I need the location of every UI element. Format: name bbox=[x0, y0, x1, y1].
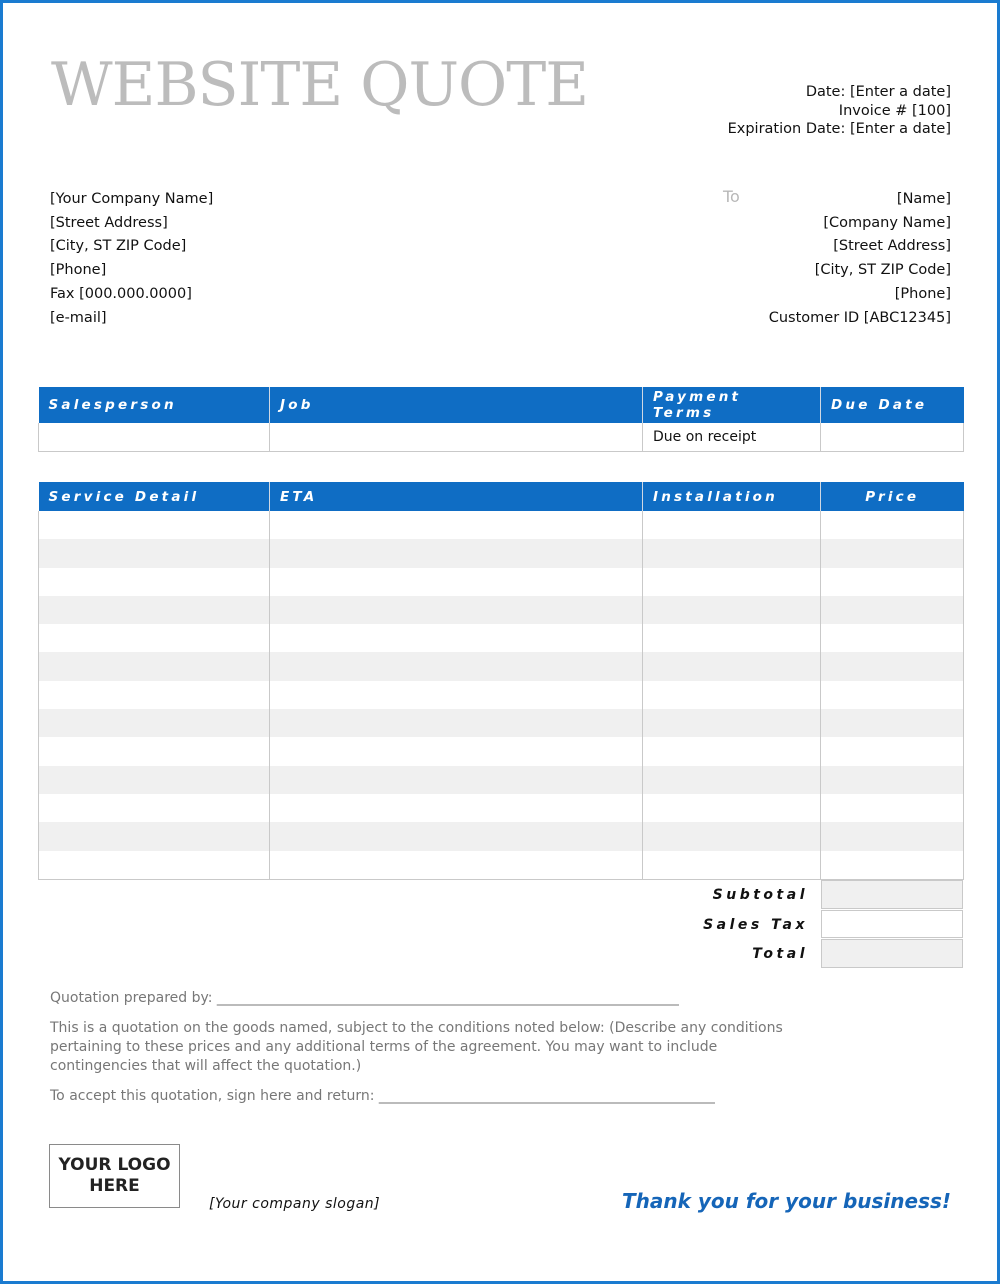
subtotal-value[interactable] bbox=[821, 880, 963, 909]
total-value[interactable] bbox=[821, 939, 963, 968]
company-slogan: [Your company slogan] bbox=[209, 1196, 381, 1212]
service-cell[interactable] bbox=[821, 737, 964, 765]
service-cell[interactable] bbox=[270, 851, 643, 880]
service-cell[interactable] bbox=[39, 766, 270, 794]
service-cell[interactable] bbox=[821, 511, 964, 539]
service-cell[interactable] bbox=[39, 737, 270, 765]
phone[interactable]: [Phone] bbox=[50, 262, 107, 279]
service-cell[interactable] bbox=[643, 851, 821, 880]
table-row bbox=[39, 511, 964, 539]
job-table bbox=[38, 387, 964, 452]
header-job: Job bbox=[270, 387, 643, 423]
prepared-by-line[interactable]: Quotation prepared by: __________________________________________________________________ bbox=[50, 990, 679, 1006]
service-cell[interactable] bbox=[270, 681, 643, 709]
job-cell[interactable] bbox=[270, 423, 643, 452]
subtotal-row bbox=[38, 880, 963, 910]
service-cell[interactable] bbox=[270, 596, 643, 624]
recipient-address bbox=[769, 188, 951, 330]
expiration-date[interactable]: Expiration Date: [Enter a date] bbox=[727, 121, 951, 137]
service-cell[interactable] bbox=[821, 794, 964, 822]
total-row bbox=[38, 939, 963, 969]
quote-meta bbox=[728, 83, 951, 139]
service-cell[interactable] bbox=[821, 624, 964, 652]
sales-tax-label: Sales Tax bbox=[703, 916, 808, 933]
service-cell[interactable] bbox=[643, 511, 821, 539]
salesperson-cell[interactable] bbox=[39, 423, 270, 452]
service-cell[interactable] bbox=[643, 681, 821, 709]
service-cell[interactable] bbox=[821, 822, 964, 850]
table-row bbox=[39, 851, 964, 880]
service-cell[interactable] bbox=[643, 766, 821, 794]
service-cell[interactable] bbox=[821, 652, 964, 680]
table-row bbox=[39, 539, 964, 567]
table-row bbox=[39, 624, 964, 652]
service-cell[interactable] bbox=[643, 709, 821, 737]
customer-id[interactable]: Customer ID [ABC12345] bbox=[768, 309, 951, 326]
thank-you-message: Thank you for your business! bbox=[621, 1189, 951, 1213]
street-address[interactable]: [Street Address] bbox=[50, 214, 168, 231]
service-cell[interactable] bbox=[270, 822, 643, 850]
service-cell[interactable] bbox=[270, 709, 643, 737]
service-cell[interactable] bbox=[643, 822, 821, 850]
total-label: Total bbox=[752, 946, 808, 962]
fax[interactable]: Fax [000.000.0000] bbox=[50, 285, 192, 302]
service-cell[interactable] bbox=[643, 794, 821, 822]
table-row bbox=[39, 596, 964, 624]
service-cell[interactable] bbox=[821, 568, 964, 596]
service-cell[interactable] bbox=[643, 737, 821, 765]
service-cell[interactable] bbox=[821, 596, 964, 624]
header-installation: Installation bbox=[643, 482, 821, 511]
email[interactable]: [e-mail] bbox=[50, 309, 107, 326]
to-label: To bbox=[723, 187, 740, 206]
service-cell[interactable] bbox=[270, 568, 643, 596]
job-table-row bbox=[39, 423, 964, 452]
header-price: Price bbox=[821, 482, 964, 511]
recipient-name[interactable]: [Name] bbox=[896, 191, 951, 207]
table-row bbox=[39, 709, 964, 737]
city-state-zip[interactable]: [City, ST ZIP Code] bbox=[50, 238, 187, 255]
table-row bbox=[39, 681, 964, 709]
service-cell[interactable] bbox=[39, 794, 270, 822]
header-payment-terms: Payment Terms bbox=[643, 387, 821, 423]
service-table-header bbox=[39, 482, 964, 511]
service-cell[interactable] bbox=[821, 539, 964, 567]
service-cell[interactable] bbox=[270, 737, 643, 765]
service-cell[interactable] bbox=[821, 766, 964, 794]
service-cell[interactable] bbox=[39, 822, 270, 850]
header-eta: ETA bbox=[270, 482, 643, 511]
sales-tax-value[interactable] bbox=[821, 910, 963, 939]
service-cell[interactable] bbox=[270, 511, 643, 539]
header-due-date: Due Date bbox=[821, 387, 964, 423]
table-row bbox=[39, 737, 964, 765]
service-cell[interactable] bbox=[821, 851, 964, 880]
recipient-street[interactable]: [Street Address] bbox=[833, 238, 951, 255]
table-row bbox=[39, 766, 964, 794]
invoice-number[interactable]: Invoice # [100] bbox=[838, 102, 951, 119]
service-cell[interactable] bbox=[643, 624, 821, 652]
service-cell[interactable] bbox=[39, 624, 270, 652]
service-cell[interactable] bbox=[39, 851, 270, 880]
table-row bbox=[39, 822, 964, 850]
recipient-phone[interactable]: [Phone] bbox=[894, 285, 951, 302]
sender-address bbox=[50, 188, 213, 330]
service-cell[interactable] bbox=[39, 539, 270, 567]
service-cell[interactable] bbox=[270, 766, 643, 794]
header-salesperson: Salesperson bbox=[39, 387, 270, 423]
service-cell[interactable] bbox=[821, 681, 964, 709]
recipient-city-state-zip[interactable]: [City, ST ZIP Code] bbox=[814, 262, 951, 279]
service-cell[interactable] bbox=[270, 794, 643, 822]
service-table-body bbox=[39, 511, 964, 879]
signature-line[interactable]: To accept this quotation, sign here and return: ________________________________________________ bbox=[50, 1088, 715, 1104]
sales-tax-row bbox=[38, 910, 963, 940]
table-row bbox=[39, 652, 964, 680]
service-cell[interactable] bbox=[643, 596, 821, 624]
subtotal-label: Subtotal bbox=[712, 887, 808, 903]
service-cell[interactable] bbox=[270, 539, 643, 567]
service-cell[interactable] bbox=[39, 511, 270, 539]
service-cell[interactable] bbox=[39, 596, 270, 624]
header-service-detail: Service Detail bbox=[39, 482, 270, 511]
table-row bbox=[39, 794, 964, 822]
recipient-company[interactable]: [Company Name] bbox=[823, 214, 951, 231]
service-cell[interactable] bbox=[643, 568, 821, 596]
logo-line-2: HERE bbox=[89, 1176, 140, 1196]
totals-section bbox=[38, 880, 963, 969]
logo-placeholder bbox=[49, 1144, 180, 1208]
payment-terms-cell[interactable]: Due on receipt bbox=[643, 423, 821, 452]
document-title: WEBSITE QUOTE bbox=[51, 50, 589, 120]
service-cell[interactable] bbox=[270, 652, 643, 680]
service-cell[interactable] bbox=[39, 652, 270, 680]
service-cell[interactable] bbox=[39, 709, 270, 737]
conditions-text: This is a quotation on the goods named, subject to the conditions noted below: (Describe any conditions pertaining to these prices and any additional terms of the agreement. You may want to include contingencies that will affect the quotation.) bbox=[50, 1020, 783, 1074]
company-name[interactable]: [Your Company Name] bbox=[50, 191, 214, 207]
date-field[interactable]: Date: [Enter a date] bbox=[805, 84, 951, 100]
due-date-cell[interactable] bbox=[821, 423, 964, 452]
service-cell[interactable] bbox=[643, 652, 821, 680]
table-row bbox=[39, 568, 964, 596]
service-cell[interactable] bbox=[643, 539, 821, 567]
service-table bbox=[38, 482, 964, 880]
job-table-header bbox=[39, 387, 964, 423]
service-cell[interactable] bbox=[39, 681, 270, 709]
service-cell[interactable] bbox=[821, 709, 964, 737]
service-cell[interactable] bbox=[270, 624, 643, 652]
logo-line-1: YOUR LOGO bbox=[58, 1155, 171, 1175]
service-cell[interactable] bbox=[39, 568, 270, 596]
